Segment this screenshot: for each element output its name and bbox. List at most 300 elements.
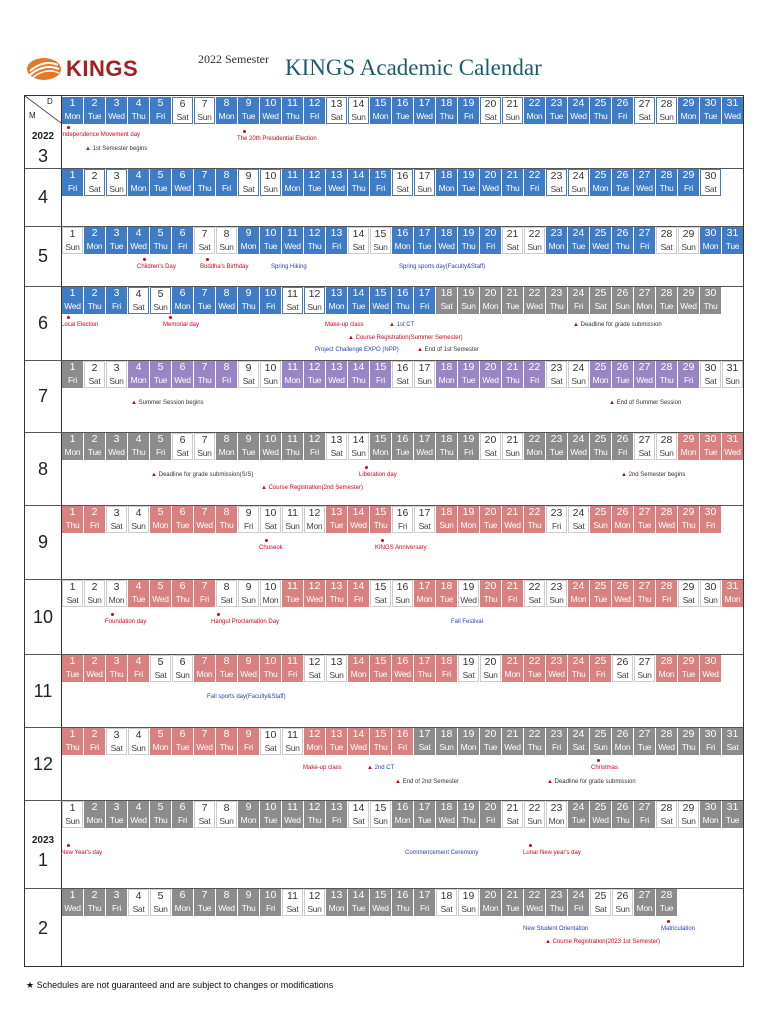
day-cell [546,506,567,533]
weekday-label: Sun [175,670,190,680]
header [0,0,768,95]
day-cell [370,580,391,607]
weekday-label: Mon [394,241,411,251]
day-number: 27 [638,656,651,668]
weekday-label: Sun [571,184,586,194]
day-number: 17 [418,801,431,813]
weekday-label: Mon [64,111,81,121]
event-label: Course Registration(Summer Semester) [355,335,463,341]
weekday-label: Mon [328,903,345,913]
holiday-dot-icon [111,613,114,616]
day-number: 9 [245,507,252,519]
day-cell [370,97,391,124]
day-number: 8 [223,728,230,740]
weekday-label: Sun [483,670,498,680]
weekday-label: Tue [549,447,564,457]
day-number: 6 [179,580,186,592]
day-cell [634,433,655,460]
weekday-label: Sat [286,302,299,312]
day-number: 22 [528,433,541,445]
day-number: 5 [157,506,164,518]
weekday-label: Sat [638,112,651,122]
day-number: 21 [506,580,519,592]
day-cell [656,655,677,682]
day-cell [568,728,589,755]
weekday-label: Tue [87,447,102,457]
weekday-label: Fri [639,815,649,825]
weekday-label: Sat [242,376,255,386]
weekday-label: Thu [373,520,388,530]
day-number: 9 [245,97,252,109]
calendar-event [105,619,146,625]
weekday-label: Sun [659,112,674,122]
day-number: 27 [638,889,651,901]
weekday-label: Mon [196,669,213,679]
month-label: 2 [37,918,48,938]
day-number: 12 [308,728,321,740]
weekday-label: Wed [526,903,543,913]
weekday-label: Fri [265,903,275,913]
day-cell [414,361,435,388]
weekday-label: Tue [197,903,212,913]
day-cell [216,889,237,916]
day-cell [370,169,391,196]
weekday-label: Tue [637,520,652,530]
day-cell [678,801,699,828]
day-cell [634,889,655,916]
day-number: 8 [223,802,230,814]
weekday-label: Thu [351,183,366,193]
day-cell [436,506,457,533]
day-cell [194,506,215,533]
weekday-label: Wed [130,815,147,825]
day-number: 15 [374,97,387,109]
day-number: 14 [352,728,365,740]
weekday-label: Sat [88,184,101,194]
event-label: Commencement Ceremony [405,850,479,856]
day-number: 5 [157,580,164,592]
day-cell [678,361,699,388]
day-cell [194,169,215,196]
day-number: 23 [550,433,563,445]
day-cell [260,801,281,828]
day-number: 15 [374,728,387,740]
day-number: 10 [264,362,277,374]
weekday-label: Sat [308,670,321,680]
day-number: 9 [245,655,252,667]
weekday-label: Wed [218,903,235,913]
weekday-label: Thu [351,375,366,385]
weekday-label: Fri [639,241,649,251]
day-number: 25 [594,97,607,109]
day-number: 18 [440,287,453,299]
day-cell [304,889,325,916]
day-cell [106,801,127,828]
day-number: 26 [616,361,629,373]
weekday-label: Mon [482,903,499,913]
day-number: 11 [287,227,298,239]
weekday-label: Mon [86,241,103,251]
weekday-label: Mon [218,111,235,121]
weekday-label: Tue [109,815,124,825]
event-label: End of 1st Semester [424,347,479,353]
day-number: 23 [550,655,563,667]
weekday-label: Sat [572,742,585,752]
day-cell [546,728,567,755]
weekday-label: Thu [505,375,520,385]
weekday-label: Sat [418,521,431,531]
weekday-label: Thu [153,241,168,251]
weekday-label: Sun [615,904,630,914]
day-number: 1 [69,228,76,240]
day-cell [502,169,523,196]
day-cell [656,801,677,828]
day-number: 2 [91,97,98,109]
day-number: 16 [396,728,409,740]
weekday-label: Mon [438,375,455,385]
holiday-dot-icon [67,844,70,847]
day-cell [524,169,545,196]
weekday-label: Thu [241,301,256,311]
holiday-dot-icon [243,130,246,133]
day-cell [458,506,479,533]
day-number: 9 [245,728,252,740]
event-label: Children's Day [137,264,176,270]
holiday-dot-icon [169,316,172,319]
day-number: 7 [201,361,208,373]
day-cell [502,506,523,533]
weekday-label: Tue [505,301,520,311]
day-number: 17 [418,889,431,901]
weekday-label: Wed [152,594,169,604]
day-number: 12 [308,227,321,239]
day-number: 4 [135,507,142,519]
day-number: 9 [245,227,252,239]
day-cell [568,361,589,388]
day-number: 4 [135,227,142,239]
day-number: 2 [91,889,98,901]
weekday-label: Wed [196,742,213,752]
weekday-label: Tue [175,742,190,752]
day-number: 13 [330,434,343,446]
calendar-event [131,400,204,406]
event-label: Local Election [61,322,99,328]
weekday-label: Fri [243,742,253,752]
weekday-label: Sat [550,376,563,386]
day-number: 16 [396,801,409,813]
day-cell [502,433,523,460]
day-cell [524,580,545,607]
day-cell [150,433,171,460]
weekday-label: Thu [659,375,674,385]
event-label: Fall sports day(Faculty&Staff) [207,694,286,700]
day-number: 9 [245,433,252,445]
triangle-marker-icon: ▲ [573,322,581,328]
weekday-label: Sat [704,184,717,194]
day-number: 7 [201,169,208,181]
weekday-label: Sun [505,112,520,122]
day-cell [524,287,545,314]
weekday-label: Sat [242,184,255,194]
day-cell [326,227,347,254]
weekday-label: Sun [153,302,168,312]
triangle-marker-icon: ▲ [85,146,93,152]
day-cell [238,97,259,124]
weekday-label: Fri [485,815,495,825]
day-number: 17 [418,507,431,519]
day-cell [282,433,303,460]
weekday-label: Sat [660,242,673,252]
month-label: 7 [37,386,48,406]
weekday-label: Wed [724,111,741,121]
day-cell [436,801,457,828]
day-cell [722,361,743,388]
day-number: 24 [572,433,585,445]
weekday-label: Thu [615,241,630,251]
weekday-label: Tue [153,183,168,193]
day-number: 15 [374,802,387,814]
weekday-label: Sun [153,904,168,914]
day-cell [612,801,633,828]
weekday-label: Fri [551,521,561,531]
day-cell [348,227,369,254]
day-number: 26 [616,227,629,239]
day-number: 17 [418,728,431,740]
event-label: Spring Hiking [271,264,307,270]
day-number: 18 [440,890,453,902]
day-number: 8 [223,655,230,667]
weekday-label: Sun [197,448,212,458]
weekday-label: Mon [460,742,477,752]
day-cell [128,433,149,460]
weekday-label: Fri [683,183,693,193]
weekday-label: Sun [373,816,388,826]
weekday-label: Sat [440,904,453,914]
day-number: 26 [616,97,629,109]
weekday-label: Mon [724,594,741,604]
day-cell [392,227,413,254]
day-number: 13 [330,580,343,592]
weekday-label: Thu [637,594,652,604]
day-number: 20 [484,889,497,901]
day-cell [128,728,149,755]
weekday-label: Tue [241,447,256,457]
day-cell [194,97,215,124]
day-cell [392,97,413,124]
weekday-label: Fri [243,521,253,531]
day-cell [568,889,589,916]
day-cell [194,227,215,254]
day-number: 31 [726,580,739,592]
weekday-label: Sun [505,448,520,458]
day-number: 21 [506,98,519,110]
weekday-label: Fri [265,301,275,311]
day-cell [546,889,567,916]
weekday-label: Thu [659,183,674,193]
calendar-event [451,619,483,625]
weekday-label: Sat [484,448,497,458]
day-cell [656,227,677,254]
day-number: 25 [594,169,607,181]
day-number: 29 [682,728,695,740]
day-cell [128,889,149,916]
calendar-event [609,400,681,406]
event-label: Buddha's Birthday [200,264,249,270]
event-label: Foundation day [105,619,147,625]
weekday-label: Sat [352,816,365,826]
day-cell [84,227,105,254]
holiday-dot-icon [381,539,384,542]
weekday-label: Wed [658,742,675,752]
day-number: 11 [287,801,298,813]
day-number: 7 [201,728,208,740]
day-cell [524,97,545,124]
day-cell [590,580,611,607]
triangle-marker-icon: ▲ [621,472,629,478]
day-cell [194,801,215,828]
day-cell [326,506,347,533]
calendar-event [399,264,485,270]
day-number: 26 [616,580,629,592]
day-number: 20 [484,506,497,518]
day-number: 28 [660,655,673,667]
day-number: 5 [157,656,164,668]
triangle-marker-icon: ▲ [151,472,159,478]
day-cell [502,728,523,755]
day-cell [524,801,545,828]
weekday-label: Mon [174,903,191,913]
day-cell [62,655,83,682]
day-cell [480,580,501,607]
weekday-label: Tue [395,111,410,121]
weekday-label: Sat [506,816,519,826]
day-number: 3 [113,507,120,519]
day-cell [150,361,171,388]
day-number: 14 [352,98,365,110]
day-number: 27 [638,434,651,446]
weekday-label: Sun [439,520,454,530]
day-cell [678,433,699,460]
day-cell [436,889,457,916]
day-number: 13 [330,287,343,299]
day-number: 29 [682,655,695,667]
day-number: 2 [91,655,98,667]
day-cell [128,97,149,124]
weekday-label: Wed [592,815,609,825]
day-number: 7 [201,889,208,901]
day-cell [238,801,259,828]
weekday-label: Mon [284,183,301,193]
day-cell [238,169,259,196]
day-number: 14 [352,802,365,814]
calendar-event [85,146,147,152]
triangle-marker-icon: ▲ [545,939,553,945]
day-cell [524,433,545,460]
day-number: 10 [264,655,277,667]
day-number: 14 [352,287,365,299]
calendar-event [237,136,317,142]
day-number: 3 [113,581,120,593]
day-number: 10 [264,170,277,182]
weekday-label: Fri [463,111,473,121]
day-number: 10 [264,889,277,901]
day-cell [194,889,215,916]
day-cell [392,655,413,682]
day-number: 14 [352,580,365,592]
day-cell [304,801,325,828]
weekday-label: Fri [485,241,495,251]
day-number: 5 [157,433,164,445]
weekday-label: Sun [65,816,80,826]
weekday-label: Sat [462,670,475,680]
day-number: 14 [352,361,365,373]
day-number: 17 [418,170,431,182]
day-cell [84,889,105,916]
day-cell [458,889,479,916]
day-number: 30 [704,287,717,299]
calendar-event [417,347,479,353]
day-number: 5 [157,728,164,740]
day-number: 22 [528,655,541,667]
day-number: 29 [682,361,695,373]
weekday-label: Wed [416,447,433,457]
day-cell [304,361,325,388]
calendar-event [61,850,102,856]
calendar-event [271,264,307,270]
weekday-label: Sat [528,595,541,605]
day-cell [480,169,501,196]
day-cell [326,169,347,196]
weekday-label: Sat [110,743,123,753]
day-cell [590,169,611,196]
day-cell [282,361,303,388]
weekday-label: Mon [306,742,323,752]
weekday-label: Sun [681,816,696,826]
event-label: Spring sports day(Faculty&Staff) [399,264,486,270]
weekday-label: Thu [263,669,278,679]
event-label: Independence Movement day [61,132,141,138]
weekday-label: Tue [439,594,454,604]
weekday-label: Wed [196,520,213,530]
weekday-label: Sat [374,595,387,605]
event-label: Deadline for grade submission [580,322,662,328]
day-number: 25 [594,227,607,239]
day-number: 14 [352,434,365,446]
calendar-event [661,926,695,932]
weekday-label: Sun [593,520,608,530]
day-cell [304,506,325,533]
day-cell [392,506,413,533]
day-cell [194,361,215,388]
day-number: 3 [113,170,120,182]
weekday-label: Mon [350,669,367,679]
year-label: 2022 [31,131,55,142]
weekday-label: Fri [89,520,99,530]
day-cell [722,433,743,460]
weekday-label: Wed [372,301,389,311]
day-cell [546,169,567,196]
weekday-label: Sun [725,376,740,386]
weekday-label: Wed [240,669,257,679]
event-label: Project Challenge EXPO (NPP) [315,347,399,353]
day-number: 30 [704,433,717,445]
weekday-label: Mon [570,594,587,604]
day-cell [260,655,281,682]
day-cell [260,169,281,196]
event-label: KINGS Anniversary [375,545,427,551]
day-cell [700,580,721,607]
weekday-label: Tue [483,520,498,530]
